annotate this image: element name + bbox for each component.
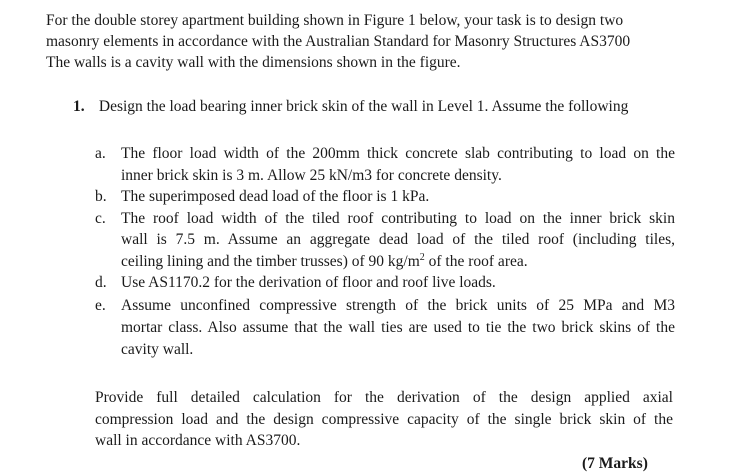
list-item — [95, 295, 675, 361]
superscript: 2 — [419, 251, 425, 263]
list-item-letter: e. — [95, 296, 106, 314]
question-text: Design the load bearing inner brick skin of the wall in Level 1. Assume the following — [98, 98, 629, 115]
list-item-line: The floor load width of the 200mm thick concrete slab contributing to load on the — [121, 145, 675, 162]
list-item-letter: c. — [95, 209, 106, 227]
marks-label: (7 Marks) — [582, 455, 648, 472]
closing-line: wall in accordance with AS3700. — [95, 432, 301, 449]
closing-line: compression load and the design compressive capacity of the single brick skin of the — [95, 410, 673, 428]
intro-paragraph — [46, 10, 696, 73]
closing-line: Provide full detailed calculation for the derivation of the design applied axial — [95, 389, 673, 406]
list-item-letter: a. — [95, 145, 106, 162]
list-item-line: The superimposed dead load of the floor is 1 kPa. — [121, 188, 430, 205]
intro-line: For the double storey apartment building shown in Figure 1 below, your task is to design two — [46, 12, 624, 29]
list-item-line: wall is 7.5 m. Assume an aggregate dead load of the tiled roof (including tiles, — [121, 231, 675, 248]
list-item-line: cavity wall. — [121, 340, 194, 358]
intro-line: masonry elements in accordance with the Australian Standard for Masonry Structures AS3700 — [46, 33, 631, 50]
list-item — [95, 186, 675, 208]
question-number: 1. — [73, 98, 85, 115]
list-item — [95, 208, 675, 273]
list-item — [95, 272, 675, 294]
list-item-line: Assume unconfined compressive strength of the brick units of 25 MPa and M3 — [121, 296, 675, 314]
list-item-line: The roof load width of the tiled roof contributing to load on the inner brick skin — [121, 209, 675, 227]
list-item-letter: d. — [95, 274, 107, 291]
intro-line: The walls is a cavity wall with the dimensions shown in the figure. — [46, 54, 461, 71]
list-item-text: of the roof area. — [424, 252, 528, 270]
closing-paragraph — [95, 387, 673, 452]
list-item-line: Use AS1170.2 for the derivation of floor and roof live loads. — [121, 274, 496, 291]
list-item-text: ceiling lining and the timber trusses) of 90 kg/m — [121, 252, 420, 270]
list-item-letter: b. — [95, 188, 107, 205]
assumption-list — [95, 143, 675, 361]
question-heading — [73, 96, 628, 117]
list-item — [95, 143, 675, 186]
list-item-line — [121, 251, 675, 273]
list-item-line: inner brick skin is 3 m. Allow 25 kN/m3 for concrete density. — [121, 166, 502, 184]
list-item-line: mortar class. Also assume that the wall ties are used to tie the two brick skins of the — [121, 318, 675, 336]
